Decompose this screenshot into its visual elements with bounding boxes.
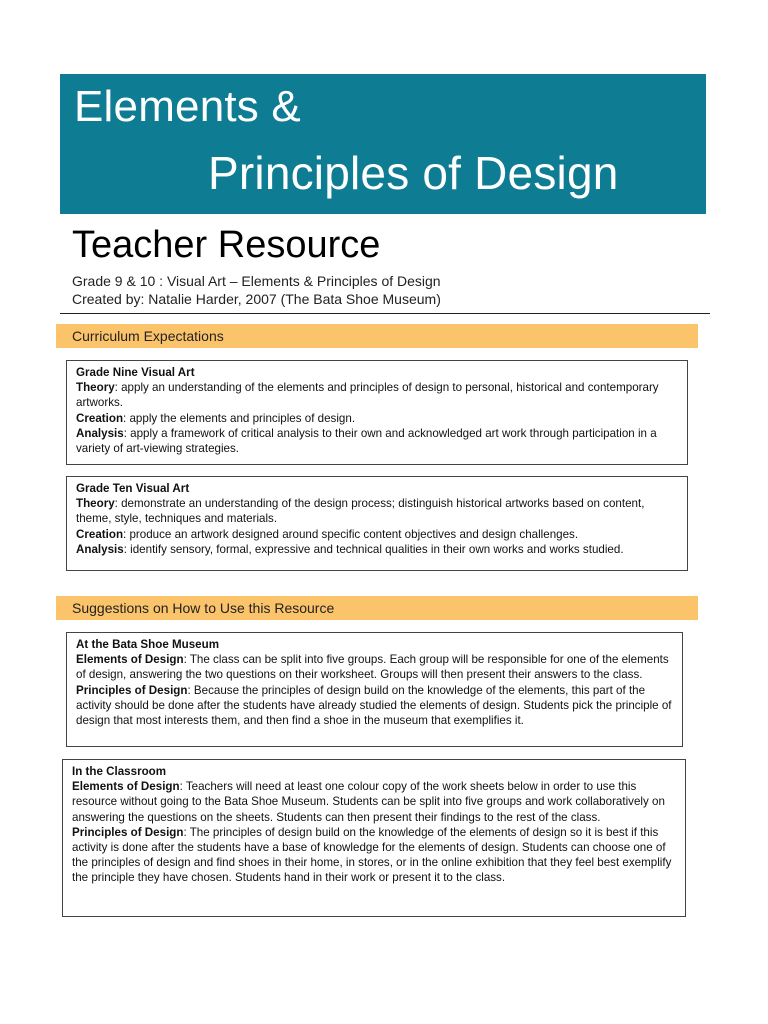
section-bar-suggestions: Suggestions on How to Use this Resource xyxy=(56,596,698,620)
classroom-heading: In the Classroom xyxy=(72,765,167,778)
theory-label: Theory xyxy=(76,381,115,395)
title-line-2: Principles of Design xyxy=(208,147,619,199)
elements-text: : Teachers will need at least one colour copy of the work sheets below in order to use this resource without going to the Bata Shoe Museum. Students can be split into five groups and work collaboratively on answering the questions on the sheets. Students can then present their findings to the rest of the class. xyxy=(72,780,665,824)
title-banner xyxy=(60,74,706,214)
creation-label: Creation xyxy=(76,411,124,425)
principles-text: : The principles of design build on the knowledge of the elements of design so it is best if this activity is done after the students have a base of knowledge for the elements of design. Students can choose one of the principles of design and find shoes in their home, in stores, or in the online exhibition that they feel best exemplify the principle they have chosen. Students hand in their work or present it to the class. xyxy=(72,825,672,885)
museum-heading: At the Bata Shoe Museum xyxy=(76,638,220,651)
principles-label: Principles of Design xyxy=(76,683,188,697)
grade-ten-creation xyxy=(76,527,678,542)
elements-label: Elements of Design xyxy=(72,780,180,794)
analysis-text: : apply a framework of critical analysis to their own and acknowledged art work through participation in a variety of art-viewing strategies. xyxy=(76,426,657,456)
resource-subtitle-author: Created by: Natalie Harder, 2007 (The Bata Shoe Museum) xyxy=(72,291,441,307)
analysis-label: Analysis xyxy=(76,542,124,556)
grade-nine-theory xyxy=(76,380,678,410)
analysis-label: Analysis xyxy=(76,426,124,440)
museum-box xyxy=(66,632,683,747)
theory-label: Theory xyxy=(76,497,115,511)
header-divider xyxy=(60,313,710,314)
creation-label: Creation xyxy=(76,527,124,541)
elements-label: Elements of Design xyxy=(76,653,184,667)
classroom-principles xyxy=(72,825,676,886)
grade-nine-box xyxy=(66,360,688,465)
grade-ten-analysis xyxy=(76,542,678,557)
elements-text: : The class can be split into five groups. Each group will be responsible for one of the elements of design, answering the two questions on their worksheet. Groups will then present their answers to the class. xyxy=(76,653,669,682)
title-line-1: Elements & xyxy=(74,82,301,131)
theory-text: : demonstrate an understanding of the design process; distinguish historical artworks based on content, theme, style, techniques and materials. xyxy=(76,497,645,526)
principles-label: Principles of Design xyxy=(72,825,184,839)
grade-nine-heading: Grade Nine Visual Art xyxy=(76,366,195,379)
grade-ten-box xyxy=(66,476,688,571)
principles-text: : Because the principles of design build on the knowledge of the elements, this part of the activity should be done after the students have already studied the elements of design. Students pick the principle of design that most interests them, and then find a shoe in the museum that exemplifies it. xyxy=(76,683,672,728)
grade-ten-heading: Grade Ten Visual Art xyxy=(76,482,190,495)
grade-ten-theory xyxy=(76,496,678,526)
classroom-elements xyxy=(72,779,676,825)
museum-principles xyxy=(76,683,673,729)
resource-subtitle-grade: Grade 9 & 10 : Visual Art – Elements & Principles of Design xyxy=(72,273,441,289)
theory-text: : apply an understanding of the elements and principles of design to personal, historical and contemporary artworks. xyxy=(76,381,659,410)
grade-nine-creation xyxy=(76,411,678,426)
section-bar-curriculum: Curriculum Expectations xyxy=(56,324,698,348)
resource-title: Teacher Resource xyxy=(72,224,381,266)
creation-text: : produce an artwork designed around specific content objectives and design challenges. xyxy=(123,527,579,541)
creation-text: : apply the elements and principles of design. xyxy=(123,411,356,425)
classroom-box xyxy=(62,759,686,917)
analysis-text: : identify sensory, formal, expressive and technical qualities in their own works and works studied. xyxy=(123,542,624,556)
museum-elements xyxy=(76,652,673,682)
grade-nine-analysis xyxy=(76,426,678,456)
